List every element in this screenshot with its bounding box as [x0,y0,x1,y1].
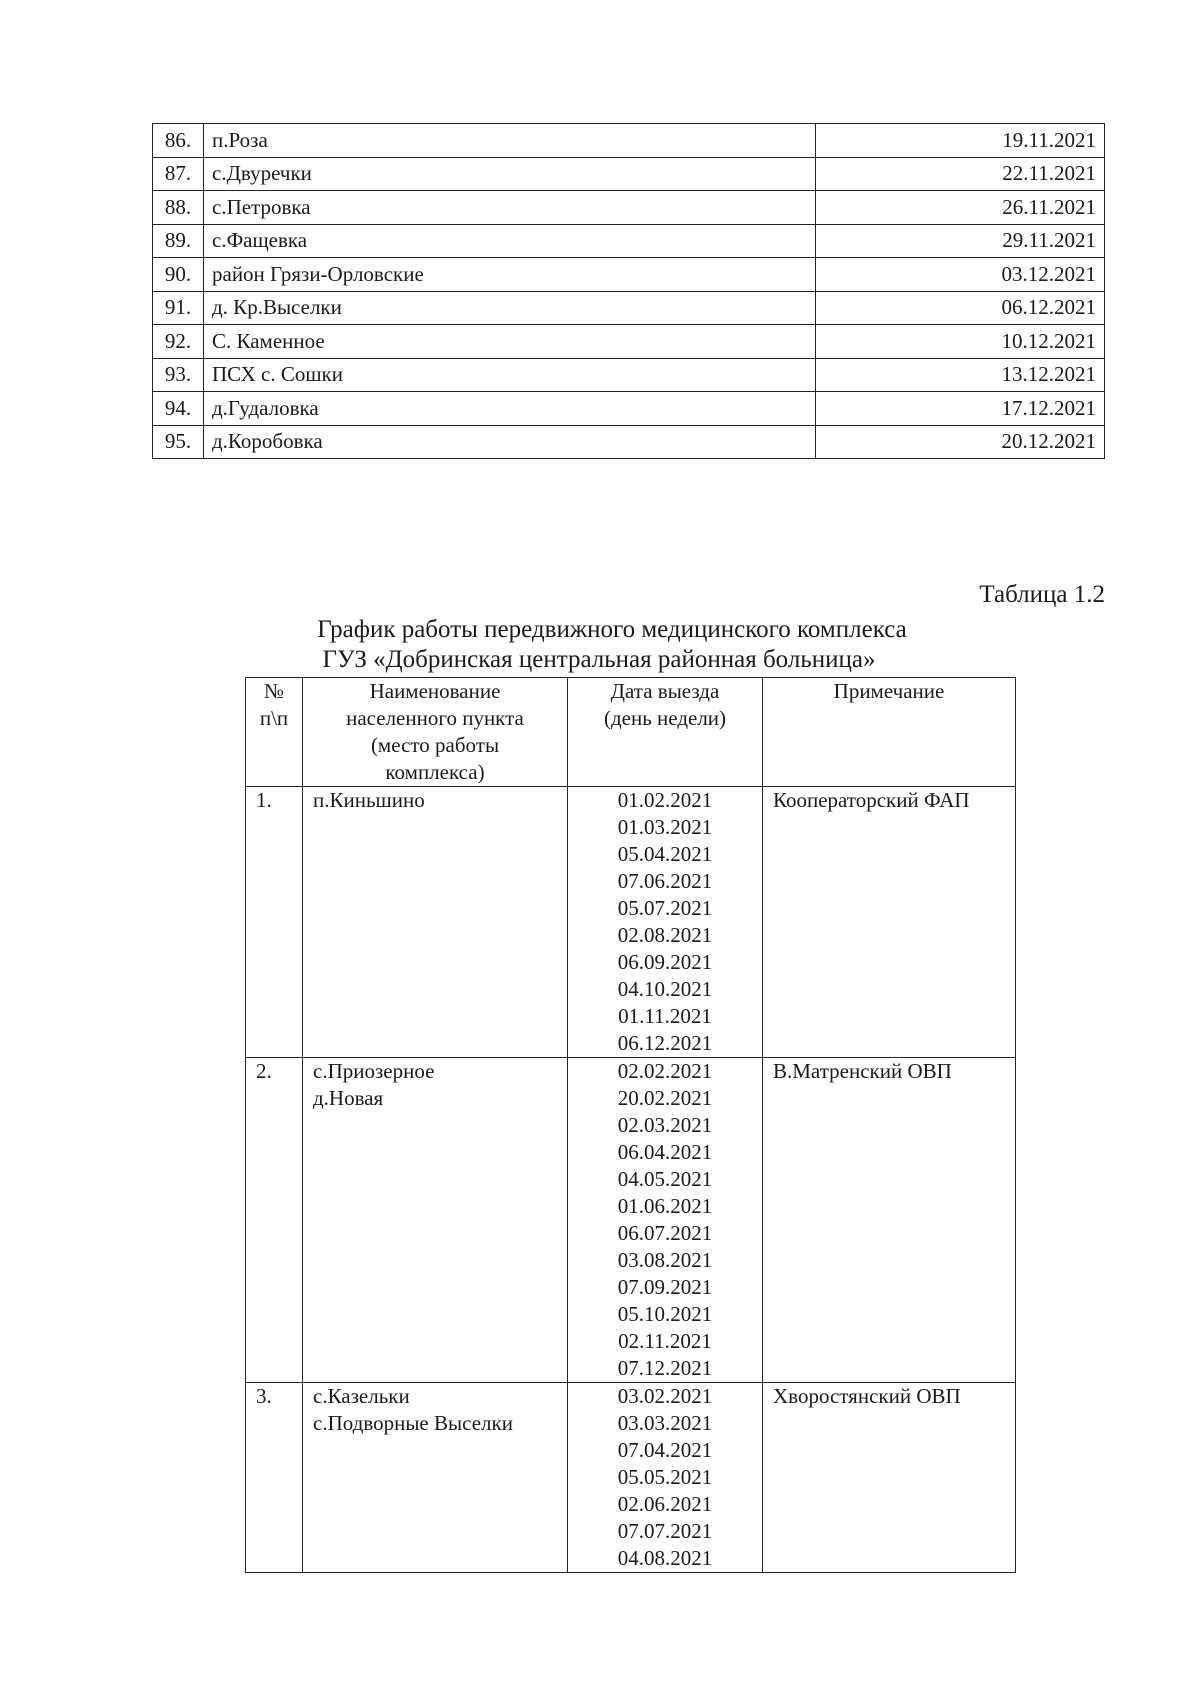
table-title-line-1: График работы передвижного медицинского комплекса [317,616,907,643]
row-place: с.Двуречки [204,157,816,191]
visit-date: 05.07.2021 [617,896,713,920]
visit-date: 02.08.2021 [617,923,713,947]
place-name: с.Приозерное [313,1059,435,1083]
visit-date: 01.02.2021 [617,788,713,812]
visit-date: 02.02.2021 [617,1059,713,1083]
row-date: 13.12.2021 [816,358,1105,392]
visit-date: 07.07.2021 [617,1519,713,1543]
table-row [153,124,1105,158]
row-date: 26.11.2021 [816,191,1105,225]
row-number: 93. [153,358,204,392]
visit-date: 05.04.2021 [617,842,713,866]
visit-date: 07.09.2021 [617,1275,713,1299]
visit-date: 20.02.2021 [617,1086,713,1110]
schedule-header-row [246,678,1016,787]
row-number: 90. [153,258,204,292]
row-date: 17.12.2021 [816,392,1105,426]
visit-date: 06.12.2021 [617,1031,713,1055]
schedule-row-places [303,1058,568,1383]
place-name: с.Подворные Выселки [313,1411,513,1435]
visit-date: 03.03.2021 [617,1411,713,1435]
settlements-table-body [153,124,1105,459]
row-number: 94. [153,392,204,426]
table-row [153,325,1105,359]
header-note-text: Примечание [833,679,945,703]
visit-date: 01.11.2021 [618,1004,712,1028]
visit-date: 03.02.2021 [617,1384,713,1408]
settlements-table-continuation [152,123,1105,459]
row-place: ПСХ с. Сошки [204,358,816,392]
header-place-line-1: Наименование [369,679,501,703]
header-number-line-2: п\п [259,706,289,730]
header-note [763,678,1016,787]
table-row [153,258,1105,292]
visit-date: 06.04.2021 [617,1140,713,1164]
schedule-table-body [246,787,1016,1573]
visit-date: 01.03.2021 [617,815,713,839]
visit-date: 05.05.2021 [617,1465,713,1489]
place-name: д.Новая [313,1086,384,1110]
table-row [153,224,1105,258]
row-number: 88. [153,191,204,225]
schedule-row-dates [568,787,763,1058]
row-date: 20.12.2021 [816,425,1105,459]
schedule-row-places [303,1383,568,1573]
row-number: 92. [153,325,204,359]
row-place: район Грязи-Орловские [204,258,816,292]
row-place: С. Каменное [204,325,816,359]
visit-date: 07.06.2021 [617,869,713,893]
row-number: 91. [153,291,204,325]
table-row [153,291,1105,325]
visit-date: 06.07.2021 [617,1221,713,1245]
mobile-complex-schedule-table [245,677,1016,1573]
row-place: с.Петровка [204,191,816,225]
row-date: 03.12.2021 [816,258,1105,292]
row-place: д.Коробовка [204,425,816,459]
header-date [568,678,763,787]
schedule-row-note: В.Матренский ОВП [763,1058,1016,1383]
schedule-row [246,787,1016,1058]
schedule-row-dates [568,1383,763,1573]
place-name: с.Казельки [313,1384,410,1408]
row-number: 87. [153,157,204,191]
table-caption: Таблица 1.2 [979,581,1105,608]
visit-date: 01.06.2021 [617,1194,713,1218]
header-date-line-2: (день недели) [603,706,727,730]
visit-date: 04.05.2021 [617,1167,713,1191]
visit-date: 07.04.2021 [617,1438,713,1462]
header-place-line-3: (место работы [370,733,500,757]
table-row [153,157,1105,191]
row-place: с.Фащевка [204,224,816,258]
place-name: п.Киньшино [313,788,425,812]
visit-date: 04.10.2021 [617,977,713,1001]
row-number: 95. [153,425,204,459]
visit-date: 02.03.2021 [617,1113,713,1137]
header-place-line-4: комплекса) [385,760,485,784]
visit-date: 03.08.2021 [617,1248,713,1272]
schedule-row-number: 3. [246,1383,303,1573]
row-date: 29.11.2021 [816,224,1105,258]
schedule-row [246,1058,1016,1383]
row-number: 89. [153,224,204,258]
visit-date: 02.06.2021 [617,1492,713,1516]
row-date: 06.12.2021 [816,291,1105,325]
row-date: 22.11.2021 [816,157,1105,191]
header-place-line-2: населенного пункта [346,706,524,730]
table-row [153,425,1105,459]
schedule-row-places [303,787,568,1058]
visit-date: 06.09.2021 [617,950,713,974]
schedule-row-dates [568,1058,763,1383]
table-row [153,358,1105,392]
row-place: д. Кр.Выселки [204,291,816,325]
schedule-row [246,1383,1016,1573]
table-title-line-2: ГУЗ «Добринская центральная районная больница» [322,646,876,673]
header-date-line-1: Дата выезда [610,679,720,703]
schedule-row-number: 1. [246,787,303,1058]
schedule-row-note: Кооператорский ФАП [763,787,1016,1058]
row-date: 19.11.2021 [816,124,1105,158]
visit-date: 04.08.2021 [617,1546,713,1570]
header-number-line-1: № [263,679,285,703]
header-place [303,678,568,787]
schedule-row-number: 2. [246,1058,303,1383]
table-row [153,392,1105,426]
table-row [153,191,1105,225]
visit-date: 07.12.2021 [617,1356,713,1380]
row-place: д.Гудаловка [204,392,816,426]
schedule-row-note: Хворостянский ОВП [763,1383,1016,1573]
row-date: 10.12.2021 [816,325,1105,359]
visit-date: 05.10.2021 [617,1302,713,1326]
visit-date: 02.11.2021 [618,1329,712,1353]
header-number [246,678,303,787]
row-place: п.Роза [204,124,816,158]
row-number: 86. [153,124,204,158]
